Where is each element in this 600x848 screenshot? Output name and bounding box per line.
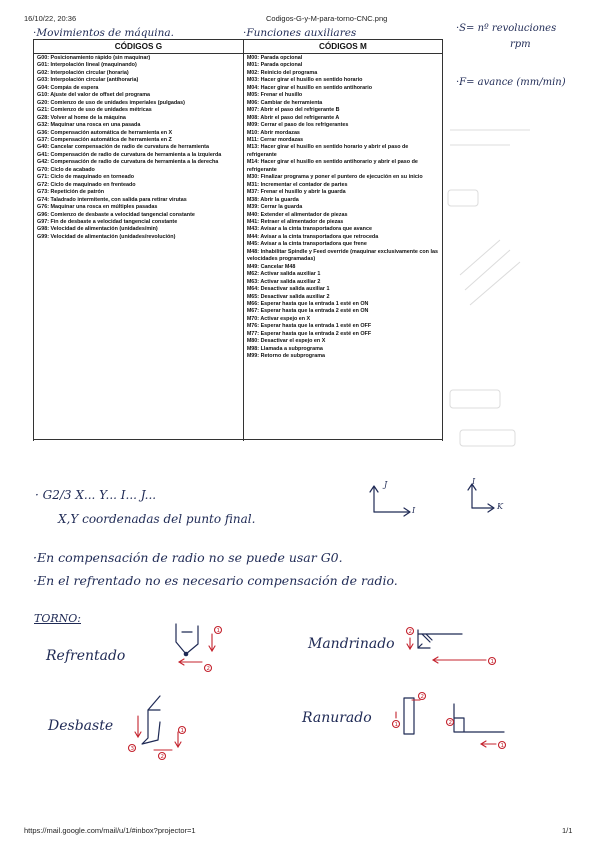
m-code-row: M70: Activar espejo en X [246, 315, 311, 322]
m-code-row: M04: Hacer girar el husillo en sentido antihorario [246, 84, 373, 91]
g-code-row: G99: Velocidad de alimentación (unidades/revolución) [37, 233, 176, 240]
m-code-row: M03: Hacer girar el husillo en sentido horario [246, 77, 363, 84]
m-code-row: M09: Cerrar el paso de los refrigerantes [246, 122, 349, 129]
g-code-row: G20: Comienzo de uso de unidades imperiales (pulgadas) [37, 99, 185, 106]
g-code-row: G71: Ciclo de maquinado en torneado [37, 174, 135, 181]
svg-text:1: 1 [500, 743, 504, 749]
m-code-row: M66: Esperar hasta que la entrada 1 esté en ON [246, 300, 369, 307]
m-code-row: M11: Cerrar mordazas [246, 136, 304, 143]
label-desbaste: Desbaste [48, 718, 114, 734]
print-datetime: 16/10/22, 20:36 [24, 14, 77, 23]
svg-text:2: 2 [448, 720, 452, 726]
g-code-row: G21: Comienzo de uso de unidades métricas [37, 107, 152, 114]
g-code-row: G04: Compás de espera [37, 84, 99, 91]
g-code-row: G32: Maquinar una rosca en una pasada [37, 122, 141, 129]
g-code-row: G42: Compensación de radio de curvatura de herramienta a la derecha [37, 159, 219, 166]
label-ranurado: Ranurado [302, 710, 372, 726]
axis-label-i: I [412, 506, 416, 515]
g-code-row: G70: Ciclo de acabado [37, 166, 95, 173]
m-code-row: M39: Cerrar la guarda [246, 204, 303, 211]
step-1-label: 1 [216, 628, 220, 634]
m-code-row: M98: Llamada a subprograma [246, 345, 323, 352]
m-code-row: M13: Hacer girar el husillo en sentido horario y abrir el paso de refrigerante [246, 144, 409, 158]
m-code-row: M44: Avisar a la cinta transportadora que retroceda [246, 233, 379, 240]
m-code-row: M45: Avisar a la cinta transportadora que frene [246, 241, 367, 248]
svg-text:1: 1 [394, 722, 398, 728]
m-code-row: M64: Desactivar salida auxiliar 1 [246, 286, 330, 293]
torno-heading: TORNO: [34, 612, 81, 625]
svg-text:2: 2 [160, 754, 164, 760]
m-codes-column [243, 54, 442, 442]
bleed-through-marks [440, 90, 590, 450]
codes-table [33, 39, 443, 440]
g-codes-column [34, 54, 244, 442]
m-code-row: M07: Abrir el paso del refrigerante B [246, 107, 340, 114]
axis-label-i2: I [472, 477, 476, 486]
note-s-revoluciones: ·S= nº revoluciones [456, 23, 557, 34]
axis-i2-arrow [468, 484, 476, 508]
note-s-rpm: rpm [510, 39, 531, 50]
axis-i-arrow [374, 508, 410, 516]
note-f-avance: ·F= avance (mm/min) [456, 77, 566, 88]
svg-text:3: 3 [130, 746, 134, 752]
m-code-row: M48: Inhabilitar Spindle y Feed override (maquinar exclusivamente con las velocidades programadas) [246, 248, 438, 263]
header-codigos-g: CÓDIGOS G [34, 40, 244, 54]
g-code-row: G72: Ciclo de maquinado en frenteado [37, 181, 136, 188]
g-code-row: G02: Interpolación circular (horaria) [37, 69, 129, 76]
m-code-row: M14: Hacer girar el husillo en sentido antihorario y abrir el paso de refrigerante [246, 159, 418, 173]
m-code-row: M06: Cambiar de herramienta [246, 99, 323, 106]
note-refrentado-compensacion: ·En el refrentado no es necesario compensación de radio. [33, 573, 398, 588]
heading-movimientos: ·Movimientos de máquina. [33, 27, 174, 39]
heading-funciones-auxiliares: ·Funciones auxiliares [243, 27, 357, 39]
g-code-row: G74: Taladrado intermitente, con salida para retirar virutas [37, 196, 187, 203]
ranurado-tool-sketch [388, 688, 518, 758]
m-code-row: M77: Esperar hasta que la entrada 2 esté en OFF [246, 330, 372, 337]
refrentado-tool-sketch [168, 618, 228, 676]
step-2-label: 2 [206, 666, 210, 672]
m-code-row: M37: Frenar el husillo y abrir la guarda [246, 189, 346, 196]
m-code-row: M30: Finalizar programa y poner el puntero de ejecución en su inicio [246, 174, 423, 181]
m-code-row: M38: Abrir la guarda [246, 196, 299, 203]
g-code-row: G36: Compensación automática de herramienta en X [37, 129, 173, 136]
svg-text:2: 2 [408, 629, 412, 635]
m-code-row: M65: Desactivar salida auxiliar 2 [246, 293, 330, 300]
m-code-row: M62: Activar salida auxiliar 1 [246, 271, 321, 278]
header-codigos-m: CÓDIGOS M [243, 40, 442, 54]
m-code-row: M80: Desactivar el espejo en X [246, 338, 326, 345]
m-code-row: M10: Abrir mordazas [246, 129, 300, 136]
desbaste-tool-sketch [118, 692, 198, 762]
print-page-number: 1/1 [562, 826, 573, 835]
note-g23-description: X,Y coordenadas del punto final. [58, 512, 256, 526]
g-code-row: G40: Cancelar compensación de radio de curvatura de herramienta [37, 144, 209, 151]
svg-text:1: 1 [490, 659, 494, 665]
m-code-row: M00: Parada opcional [246, 55, 303, 61]
g-code-row: G00: Posicionamiento rápido (sin maquinar) [37, 55, 151, 61]
g-code-row: G98: Velocidad de alimentación (unidades/min) [37, 226, 158, 233]
g-code-row: G97: Fin de desbaste a velocidad tangencial constante [37, 218, 178, 225]
label-refrentado: Refrentado [46, 648, 126, 664]
m-code-row: M01: Parada opcional [246, 62, 303, 69]
g-code-row: G96: Comienzo de desbaste a velocidad tangencial constante [37, 211, 195, 218]
g-code-row: G01: Interpolación lineal (maquinando) [37, 62, 137, 69]
m-code-row: M63: Activar salida auxiliar 2 [246, 278, 321, 285]
m-code-row: M49: Cancelar M48 [246, 263, 296, 270]
axis-j-arrow [370, 486, 378, 512]
m-code-row: M02: Reinicio del programa [246, 69, 318, 76]
svg-text:2: 2 [420, 694, 424, 700]
m-code-row: M41: Retraer el alimentador de piezas [246, 218, 344, 225]
m-code-row: M76: Esperar hasta que la entrada 1 esté en OFF [246, 323, 372, 330]
m-code-row: M05: Frenar el husillo [246, 92, 303, 99]
g-code-row: G28: Volver al home de la máquina [37, 114, 126, 121]
m-code-row: M40: Extender el alimentador de piezas [246, 211, 348, 218]
label-mandrinado: Mandrinado [308, 636, 395, 652]
m-code-row: M43: Avisar a la cinta transportadora que avance [246, 226, 372, 233]
print-url: https://mail.google.com/mail/u/1/#inbox?projector=1 [24, 826, 196, 835]
g-code-row: G41: Compensación de radio de curvatura de herramienta a la izquierda [37, 151, 222, 158]
g-code-row: G03: Interpolación circular (antihoraria) [37, 77, 139, 84]
m-code-row: M08: Abrir el paso del refrigerante A [246, 114, 340, 121]
print-filename: Codigos-G-y-M-para-torno-CNC.png [266, 14, 388, 23]
g-code-row: G10: Ajuste del valor de offset del programa [37, 92, 151, 99]
axis-label-k: K [497, 502, 503, 511]
axis-k-arrow [472, 504, 494, 512]
m-code-row: M31: Incrementar el contador de partes [246, 181, 348, 188]
g-code-row: G37: Compensación automática de herramienta en Z [37, 136, 172, 143]
note-g23-line: · G2/3 X... Y... I... J... [35, 488, 157, 502]
axis-label-j: J [384, 480, 388, 489]
m-code-row: M67: Esperar hasta que la entrada 2 esté en ON [246, 308, 369, 315]
g-code-row: G73: Repetición de patrón [37, 189, 105, 196]
note-compensacion-g0: ·En compensación de radio no se puede usar G0. [33, 550, 343, 565]
g-code-row: G76: Maquinar una rosca en múltiples pasadas [37, 204, 158, 211]
mandrinado-tool-sketch [402, 624, 512, 672]
svg-text:1: 1 [180, 728, 184, 734]
m-code-row: M99: Retorno de subprograma [246, 353, 325, 360]
